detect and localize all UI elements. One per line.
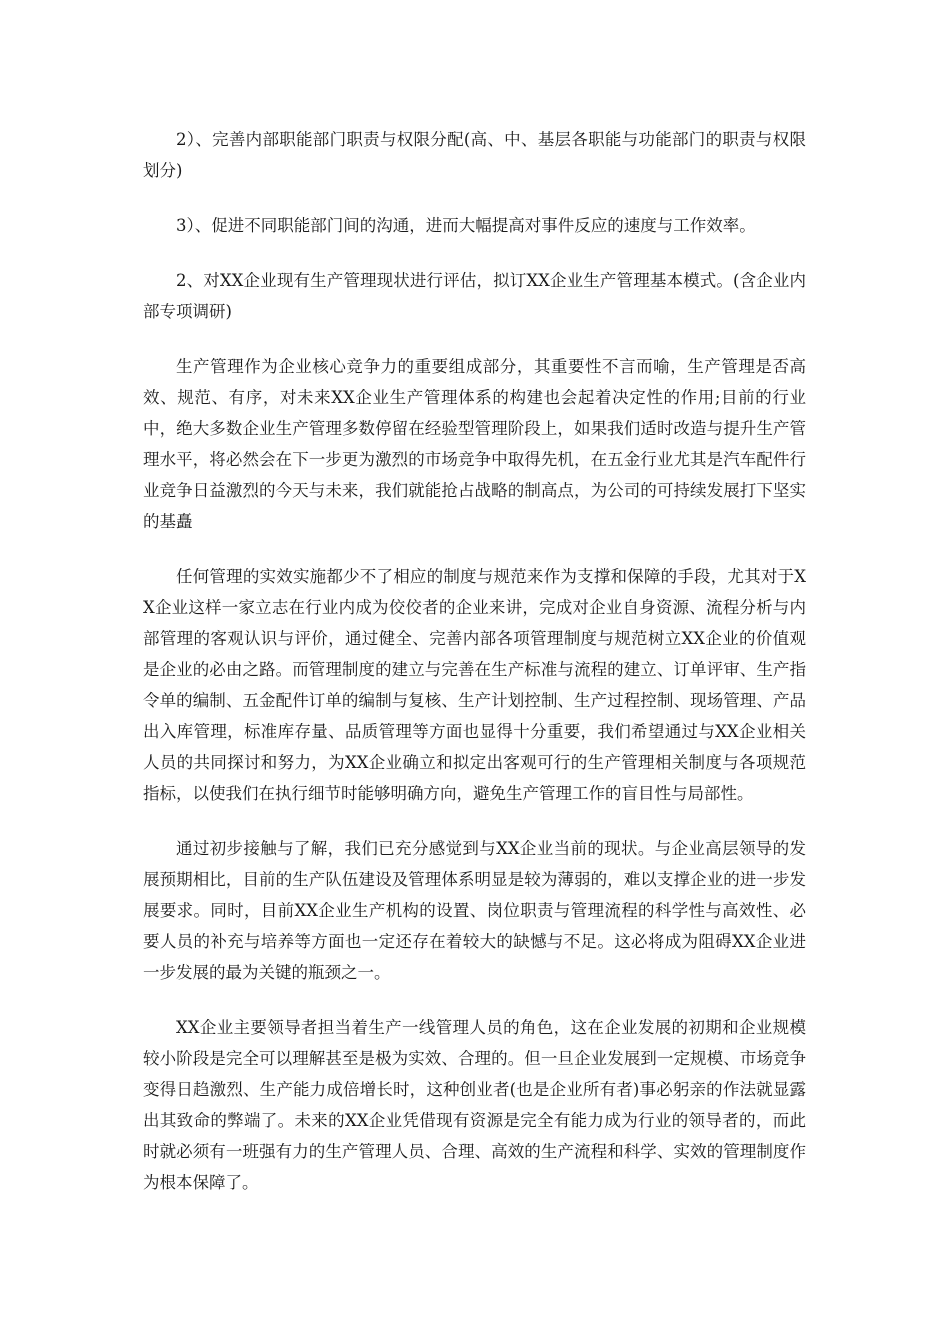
paragraph-item-3: 3）、促进不同职能部门间的沟通，进而大幅提高对事件反应的速度与工作效率。 <box>176 216 756 235</box>
paragraph-management-system: 任何管理的实效实施都少不了相应的制度与规范来作为支撑和保障的手段，尤其对于XX企业这样一家立志在行业内成为佼佼者的企业来讲，完成对企业自身资源、流程分析与内部管理的客观认识与评价，通过健全、完善内部各项管理制度与规范树立XX企业的价值观是企业的必由之路。而管理制度的建立与完善在生产标准与流程的建立、订单评审、生产指令单的编制、五金配件订单的编制与复核、生产计划控制、生产过程控制、现场管理、产品出入库管理，标准库存量、品质管理等方面也显得十分重要，我们希望通过与XX企业相关人员的共同探讨和努力，为XX企业确立和拟定出客观可行的生产管理相关制度与各项规范指标，以使我们在执行细节时能够明确方向，避免生产管理工作的盲目性与局部性。 <box>143 567 806 803</box>
paragraph-section-2-heading: 2、对XX企业现有生产管理现状进行评估，拟订XX企业生产管理基本模式。(含企业内部专项调研) <box>143 271 806 321</box>
paragraph-production-importance: 生产管理作为企业核心竞争力的重要组成部分，其重要性不言而喻，生产管理是否高效、规范、有序，对未来XX企业生产管理体系的构建也会起着决定性的作用;目前的行业中，绝大多数企业生产管理多数停留在经验型管理阶段上，如果我们适时改造与提升生产管理水平，将必然会在下一步更为激烈的市场竞争中取得先机，在五金行业尤其是汽车配件行业竞争日益激烈的今天与未来，我们就能抢占战略的制高点，为公司的可持续发展打下坚实的基矗 <box>143 357 806 531</box>
document-body <box>143 124 806 1222</box>
paragraph-leadership-role: XX企业主要领导者担当着生产一线管理人员的角色，这在企业发展的初期和企业规模较小阶段是完全可以理解甚至是极为实效、合理的。但一旦企业发展到一定规模、市场竞争变得日趋激烈、生产能力成倍增长时，这种创业者(也是企业所有者)事必躬亲的作法就显露出其致命的弊端了。未来的XX企业凭借现有资源是完全有能力成为行业的领导者的，而此时就必须有一班强有力的生产管理人员、合理、高效的生产流程和科学、实效的管理制度作为根本保障了。 <box>143 1018 806 1192</box>
paragraph-current-status: 通过初步接触与了解，我们已充分感觉到与XX企业当前的现状。与企业高层领导的发展预期相比，目前的生产队伍建设及管理体系明显是较为薄弱的，难以支撑企业的进一步发展要求。同时，目前XX企业生产机构的设置、岗位职责与管理流程的科学性与高效性、必要人员的补充与培养等方面也一定还存在着较大的缺憾与不足。这必将成为阻碍XX企业进一步发展的最为关键的瓶颈之一。 <box>143 839 806 982</box>
paragraph-item-2-1: 2）、完善内部职能部门职责与权限分配(高、中、基层各职能与功能部门的职责与权限划分) <box>143 130 806 180</box>
